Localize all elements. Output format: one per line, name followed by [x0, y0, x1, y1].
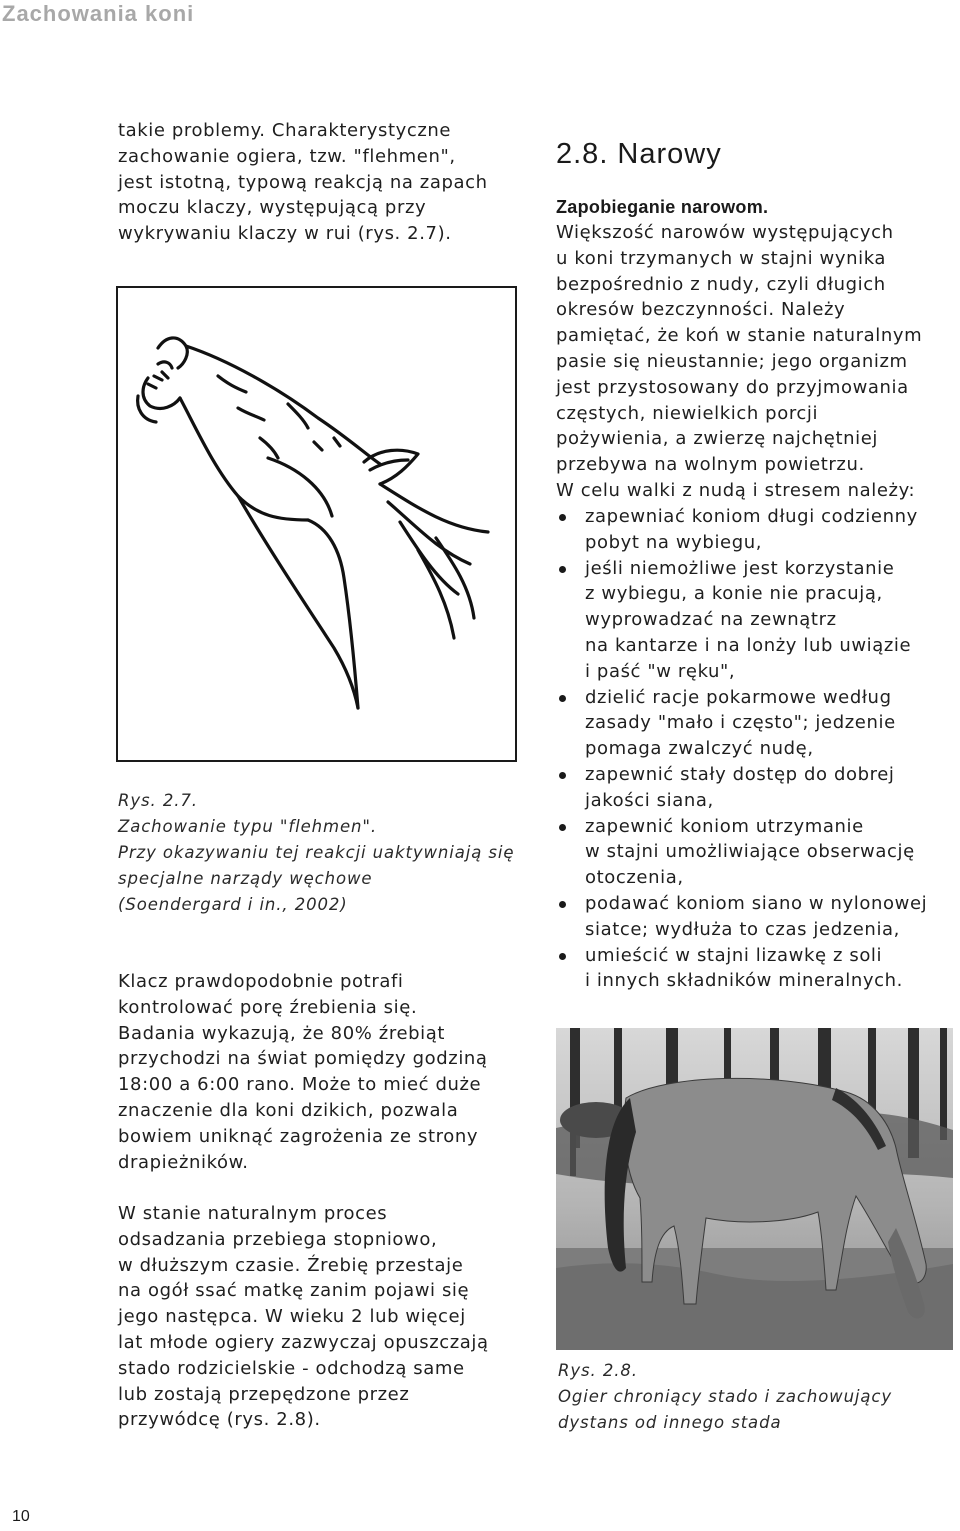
text-line: i paść "w ręku", — [585, 660, 736, 682]
text-line: jego następca. W wieku 2 lub więcej — [118, 1306, 466, 1328]
figure-2-7-caption — [118, 788, 514, 918]
list-item — [556, 556, 958, 685]
text-line: lub zostają przepędzone przez — [118, 1383, 410, 1405]
text-line: zapewniać koniom długi codzienny — [585, 506, 918, 527]
horses-photo — [556, 1028, 953, 1350]
text-line: przebywa na wolnym powietrzu. — [556, 454, 865, 476]
text-line: pobyt na wybiegu, — [585, 531, 763, 553]
text-line: pożywienia, a zwierzę najchętniej — [556, 428, 879, 450]
text-line: z wybiegu, a konie nie pracują, — [585, 583, 883, 605]
text-line: na ogół ssać matkę zanim pojawi się — [118, 1280, 470, 1302]
caption-line: Przy okazywaniu tej reakcji uaktywniają się — [118, 843, 515, 862]
text-line: kontrolować porę źrebienia się. — [118, 996, 418, 1018]
horse-head-sketch — [118, 288, 515, 760]
figure-2-8-caption — [558, 1358, 892, 1436]
text-line: drapieżników. — [118, 1151, 249, 1173]
subheading: Zapobieganie narowom. — [556, 197, 769, 217]
running-header: Zachowania koni — [2, 1, 195, 26]
text-line: u koni trzymanych w stajni wynika — [556, 247, 887, 269]
text-line: takie problemy. Charakterystyczne — [118, 120, 452, 141]
caption-line: Ogier chroniący stado i zachowujący — [558, 1387, 893, 1406]
list-item — [556, 891, 958, 943]
list-item — [556, 762, 958, 814]
text-line: bezpośrednio z nudy, czyli długich — [556, 273, 886, 295]
caption-line: specjalne narządy węchowe — [118, 869, 373, 888]
list-item — [556, 504, 958, 556]
text-line: zapewnić koniom utrzymanie — [585, 815, 864, 837]
narowy-paragraph — [556, 220, 922, 504]
text-line: 18:00 a 6:00 rano. Może to mieć duże — [118, 1074, 482, 1096]
text-line: Większość narowów występujących — [556, 222, 894, 243]
text-line: dzielić racje pokarmowe według — [585, 686, 892, 708]
text-line: zapewnić stały dostęp do dobrej — [585, 763, 895, 785]
text-line: stado rodzicielskie - odchodzą same — [118, 1357, 465, 1379]
text-line: lat młode ogiery zazwyczaj opuszczają — [118, 1331, 489, 1353]
foaling-paragraph — [118, 969, 488, 1175]
text-line: odsadzania przebiega stopniowo, — [118, 1228, 438, 1250]
caption-line: dystans od innego stada — [558, 1413, 782, 1432]
text-line: jeśli niemożliwe jest korzystanie — [585, 557, 895, 579]
recommendations-list — [556, 504, 958, 994]
flehmen-figure — [116, 286, 517, 762]
text-line: pomaga zwalczyć nudę, — [585, 738, 814, 760]
text-line: podawać koniom siano w nylonowej — [585, 892, 928, 914]
page-number: 10 — [12, 1508, 30, 1525]
text-line: przywódcę (rys. 2.8). — [118, 1409, 321, 1431]
text-line: jakości siana, — [585, 789, 714, 811]
caption-line: Zachowanie typu "flehmen". — [118, 817, 378, 836]
text-line: Badania wykazują, że 80% źrebiąt — [118, 1022, 446, 1044]
text-line: znaczenie dla koni dzikich, pozwala — [118, 1099, 459, 1121]
text-line: w dłuższym czasie. Źrebię przestaje — [118, 1254, 464, 1276]
list-item — [556, 685, 958, 762]
text-line: zachowanie ogiera, tzw. "flehmen", — [118, 145, 456, 167]
list-item — [556, 943, 958, 995]
text-line: umieścić w stajni lizawkę z soli — [585, 944, 883, 966]
text-line: częstych, niewielkich porcji — [556, 402, 819, 424]
text-line: jest przystosowany do przyjmowania — [556, 376, 909, 398]
text-line: siatce; wydłuża to czas jedzenia, — [585, 918, 900, 940]
list-item — [556, 814, 958, 891]
text-line: bowiem uniknąć zagrożenia ze strony — [118, 1125, 479, 1147]
section-title: 2.8. Narowy — [556, 138, 722, 170]
text-line: jest istotną, typową reakcją na zapach — [118, 171, 488, 193]
weaning-paragraph — [118, 1201, 489, 1433]
text-line: przychodzi na świat pomiędzy godziną — [118, 1048, 488, 1070]
text-line: W celu walki z nudą i stresem należy: — [556, 479, 916, 501]
caption-line: Rys. 2.8. — [558, 1361, 638, 1380]
text-line: i innych składników mineralnych. — [585, 970, 903, 992]
text-line: okresów bezczynności. Należy — [556, 299, 846, 321]
text-line: pasie się nieustannie; jego organizm — [556, 350, 908, 372]
text-line: w stajni umożliwiające obserwację — [585, 841, 915, 863]
caption-line: Rys. 2.7. — [118, 791, 198, 810]
text-line: wyprowadzać na zewnątrz — [585, 609, 837, 631]
text-line: pamiętać, że koń w stanie naturalnym — [556, 325, 923, 347]
text-line: na kantarze i na lonży lub uwiązie — [585, 634, 912, 656]
text-line: zasady "mało i często"; jedzenie — [585, 712, 896, 734]
text-line: wykrywaniu klaczy w rui (rys. 2.7). — [118, 223, 452, 245]
caption-line: (Soendergard i in., 2002) — [118, 895, 348, 914]
text-line: moczu klaczy, występującą przy — [118, 197, 427, 219]
text-line: W stanie naturalnym proces — [118, 1203, 388, 1224]
intro-paragraph — [118, 118, 488, 247]
horses-in-forest-image — [556, 1028, 953, 1350]
text-line: Klacz prawdopodobnie potrafi — [118, 971, 404, 992]
text-line: otoczenia, — [585, 867, 684, 889]
